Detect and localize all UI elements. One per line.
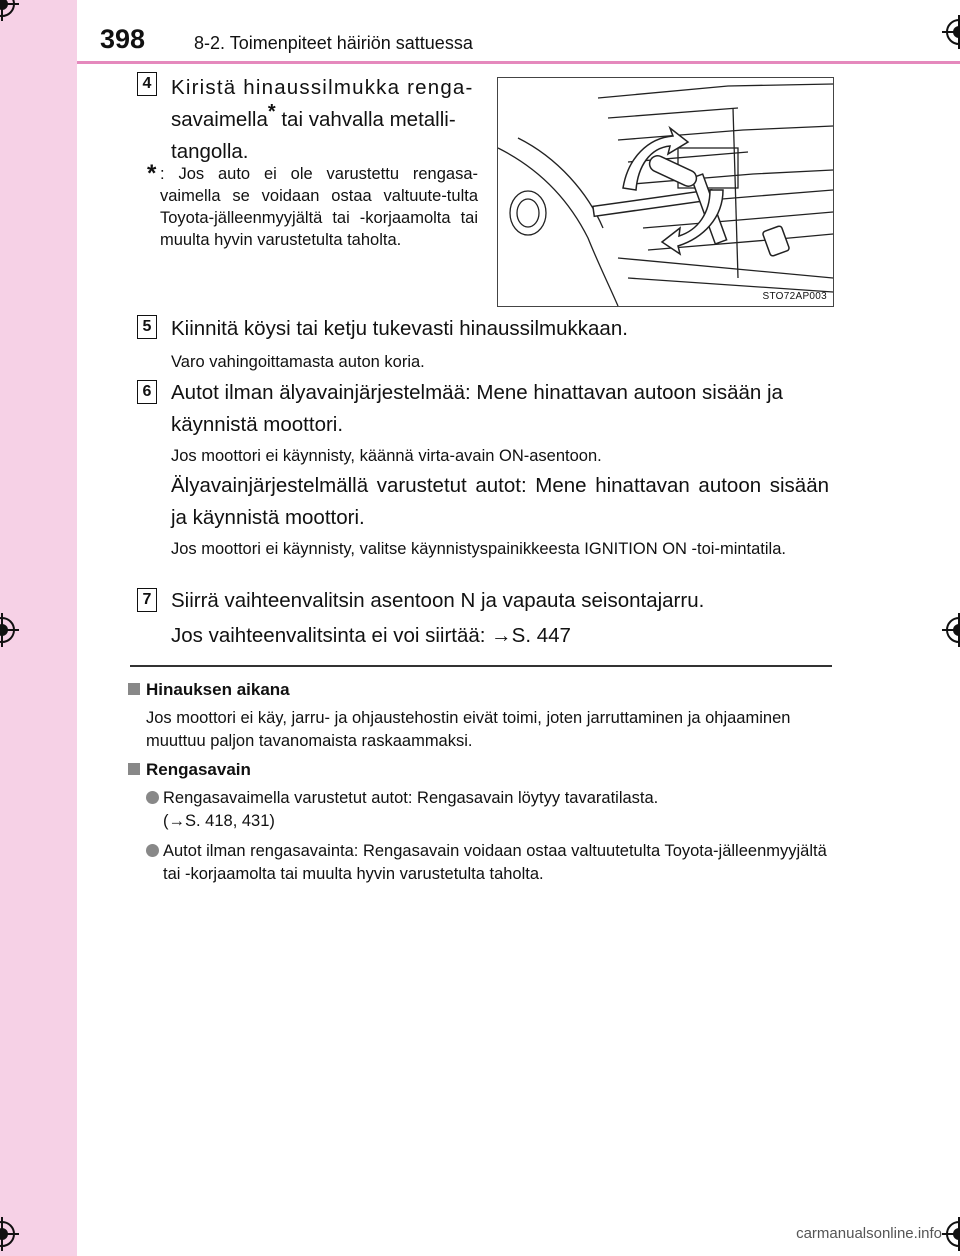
- note-heading-wrench: [128, 760, 251, 780]
- header-rule: [77, 61, 960, 64]
- step-4-line2: [171, 101, 476, 136]
- step-7-sub: Jos vaihteenvalitsinta ei voi siirtää: →S. 447: [171, 624, 571, 647]
- step-4-line3: tangolla.: [171, 140, 249, 163]
- figure-caption: STO72AP003: [762, 291, 827, 302]
- note-wrench-item-1-ref: (→S. 418, 431): [163, 812, 275, 830]
- step-4-footnote: : Jos auto ei ole varustettu rengasa-vaimella se voidaan ostaa valtuute-tulta Toyota-jälleenmyyjältä tai -korjaamolta tai muulta hyvin varustetulta taholta.: [160, 165, 478, 249]
- step-badge-6: 6: [137, 380, 157, 404]
- note-wrench-item-1: [146, 787, 832, 833]
- step-4-line2a: savaimella: [171, 108, 268, 131]
- note-body-towing: Jos moottori ei käy, jarru- ja ohjaustehostin eivät toimi, joten jarruttaminen ja ohjaaminen muuttuu paljon tavanomaista raskaammaksi.: [146, 709, 791, 750]
- step-4-line2b: tai vahvalla metalli-: [275, 108, 456, 131]
- circle-bullet-icon: [146, 844, 159, 857]
- page-number: 398: [100, 24, 146, 54]
- step-6-sub: Jos moottori ei käynnisty, käännä virta-avain ON-asentoon.: [171, 447, 602, 465]
- square-bullet-icon: [128, 683, 140, 695]
- footnote-mark: *: [147, 160, 157, 187]
- note-wrench-item-2-text: Autot ilman rengasavainta: Rengasavain voidaan ostaa valtuutetulta Toyota-jälleenmyyjältä tai -korjaamolta tai muulta hyvin varustetulta taholta.: [163, 842, 827, 883]
- step-badge-4: 4: [137, 72, 157, 96]
- step-7-main: Siirrä vaihteenvalitsin asentoon N ja vapauta seisontajarru.: [171, 589, 705, 612]
- registration-mark-top-right: [946, 19, 960, 45]
- towing-eyelet-illustration: [497, 77, 834, 307]
- note-heading-towing-text: Hinauksen aikana: [146, 680, 290, 699]
- note-heading-wrench-text: Rengasavain: [146, 760, 251, 779]
- registration-mark-mid-right: [946, 617, 960, 643]
- step-6-sub2: Jos moottori ei käynnisty, valitse käynnistyspainikkeesta IGNITION ON -toi-mintatila.: [171, 540, 786, 558]
- asterisk-mark: *: [267, 101, 276, 124]
- note-heading-towing: [128, 680, 290, 700]
- note-wrench-item-1-text: Rengasavaimella varustetut autot: Rengasavain löytyy tavaratilasta.: [163, 789, 659, 807]
- square-bullet-icon: [128, 763, 140, 775]
- registration-mark-bottom-right: [946, 1221, 960, 1247]
- watermark: carmanualsonline.info: [796, 1225, 942, 1242]
- step-5-sub: Varo vahingoittamasta auton koria.: [171, 353, 425, 371]
- step-5-main: Kiinnitä köysi tai ketju tukevasti hinaussilmukkaan.: [171, 317, 628, 340]
- step-4-line1: Kiristä hinaussilmukka renga-: [171, 76, 474, 99]
- step-badge-5: 5: [137, 315, 157, 339]
- circle-bullet-icon: [146, 791, 159, 804]
- front-bumper-drawing: [498, 78, 833, 306]
- section-title: 8-2. Toimenpiteet häiriön sattuessa: [194, 33, 473, 53]
- note-wrench-item-2: [146, 840, 832, 886]
- step-4-text: [171, 72, 476, 168]
- step-6-main: Autot ilman älyavainjärjestelmää: Mene hinattavan autoon sisään ja käynnistä moottori.: [171, 381, 783, 436]
- section-divider: [130, 665, 832, 667]
- step-badge-7: 7: [137, 588, 157, 612]
- step-6-main2: Älyavainjärjestelmällä varustetut autot: Mene hinattavan autoon sisään ja käynnistä moottori.: [171, 474, 829, 529]
